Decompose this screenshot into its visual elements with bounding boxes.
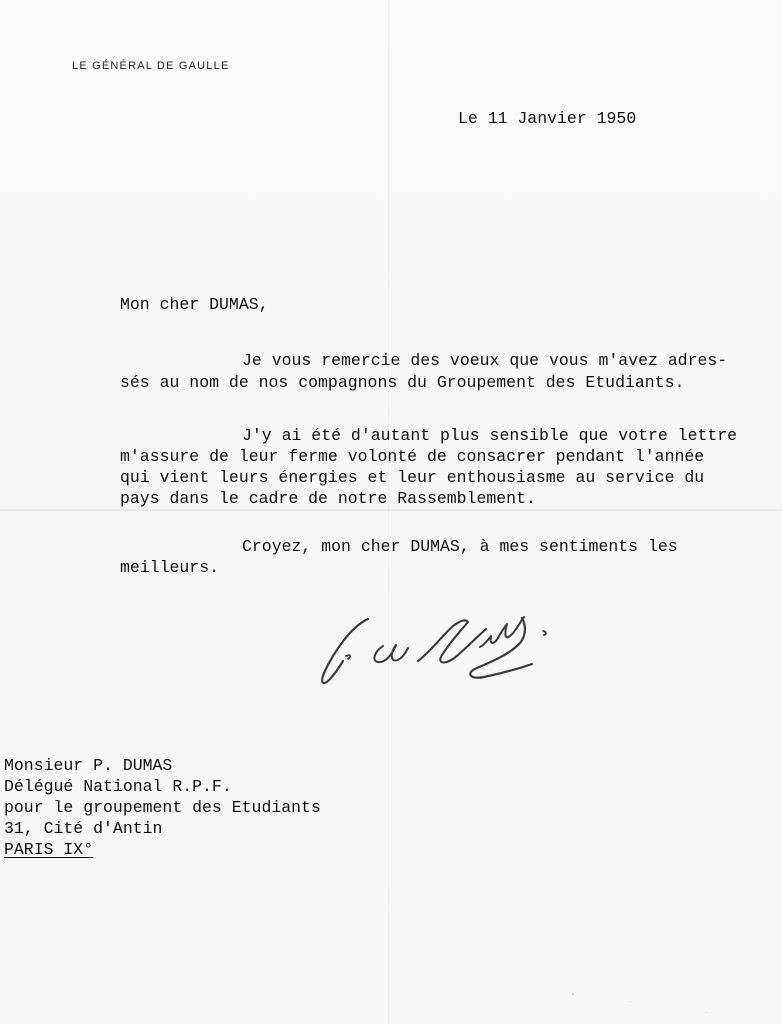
paper-speck	[630, 1001, 631, 1002]
salutation: Mon cher DUMAS,	[120, 295, 269, 314]
recipient-line-1: Monsieur P. DUMAS	[4, 756, 173, 775]
paragraph-2-line-2: m'assure de leur ferme volonté de consacrer pendant l'année	[120, 447, 705, 466]
closing-line-2: meilleurs.	[120, 558, 220, 577]
recipient-line-2: Délégué National R.P.F.	[4, 777, 232, 796]
vertical-fold-line	[388, 0, 389, 1024]
paragraph-2-line-1: J'y ai été d'autant plus sensible que votre lettre	[242, 426, 738, 445]
paragraph-1-line-2: sés au nom de nos compagnons du Groupement des Etudiants.	[120, 373, 685, 392]
paragraph-1-line-1: Je vous remercie des voeux que vous m'avez adres-	[242, 351, 728, 370]
recipient-city: PARIS IX°	[4, 840, 94, 859]
letter-date: Le 11 Janvier 1950	[458, 109, 637, 128]
handwritten-signature	[310, 607, 585, 697]
recipient-line-3: pour le groupement des Etudiants	[4, 798, 321, 817]
paragraph-2-line-3: qui vient leurs énergies et leur enthousiasme au service du	[120, 468, 705, 487]
recipient-line-4: 31, Cité d'Antin	[4, 819, 163, 838]
paper-speck	[572, 993, 574, 995]
letterhead: LE GÉNÉRAL DE GAULLE	[72, 60, 230, 72]
paper-speck	[706, 1012, 707, 1013]
paragraph-2-line-4: pays dans le cadre de notre Rassemblement.	[120, 489, 536, 508]
closing-line-1: Croyez, mon cher DUMAS, à mes sentiments les	[242, 537, 678, 556]
